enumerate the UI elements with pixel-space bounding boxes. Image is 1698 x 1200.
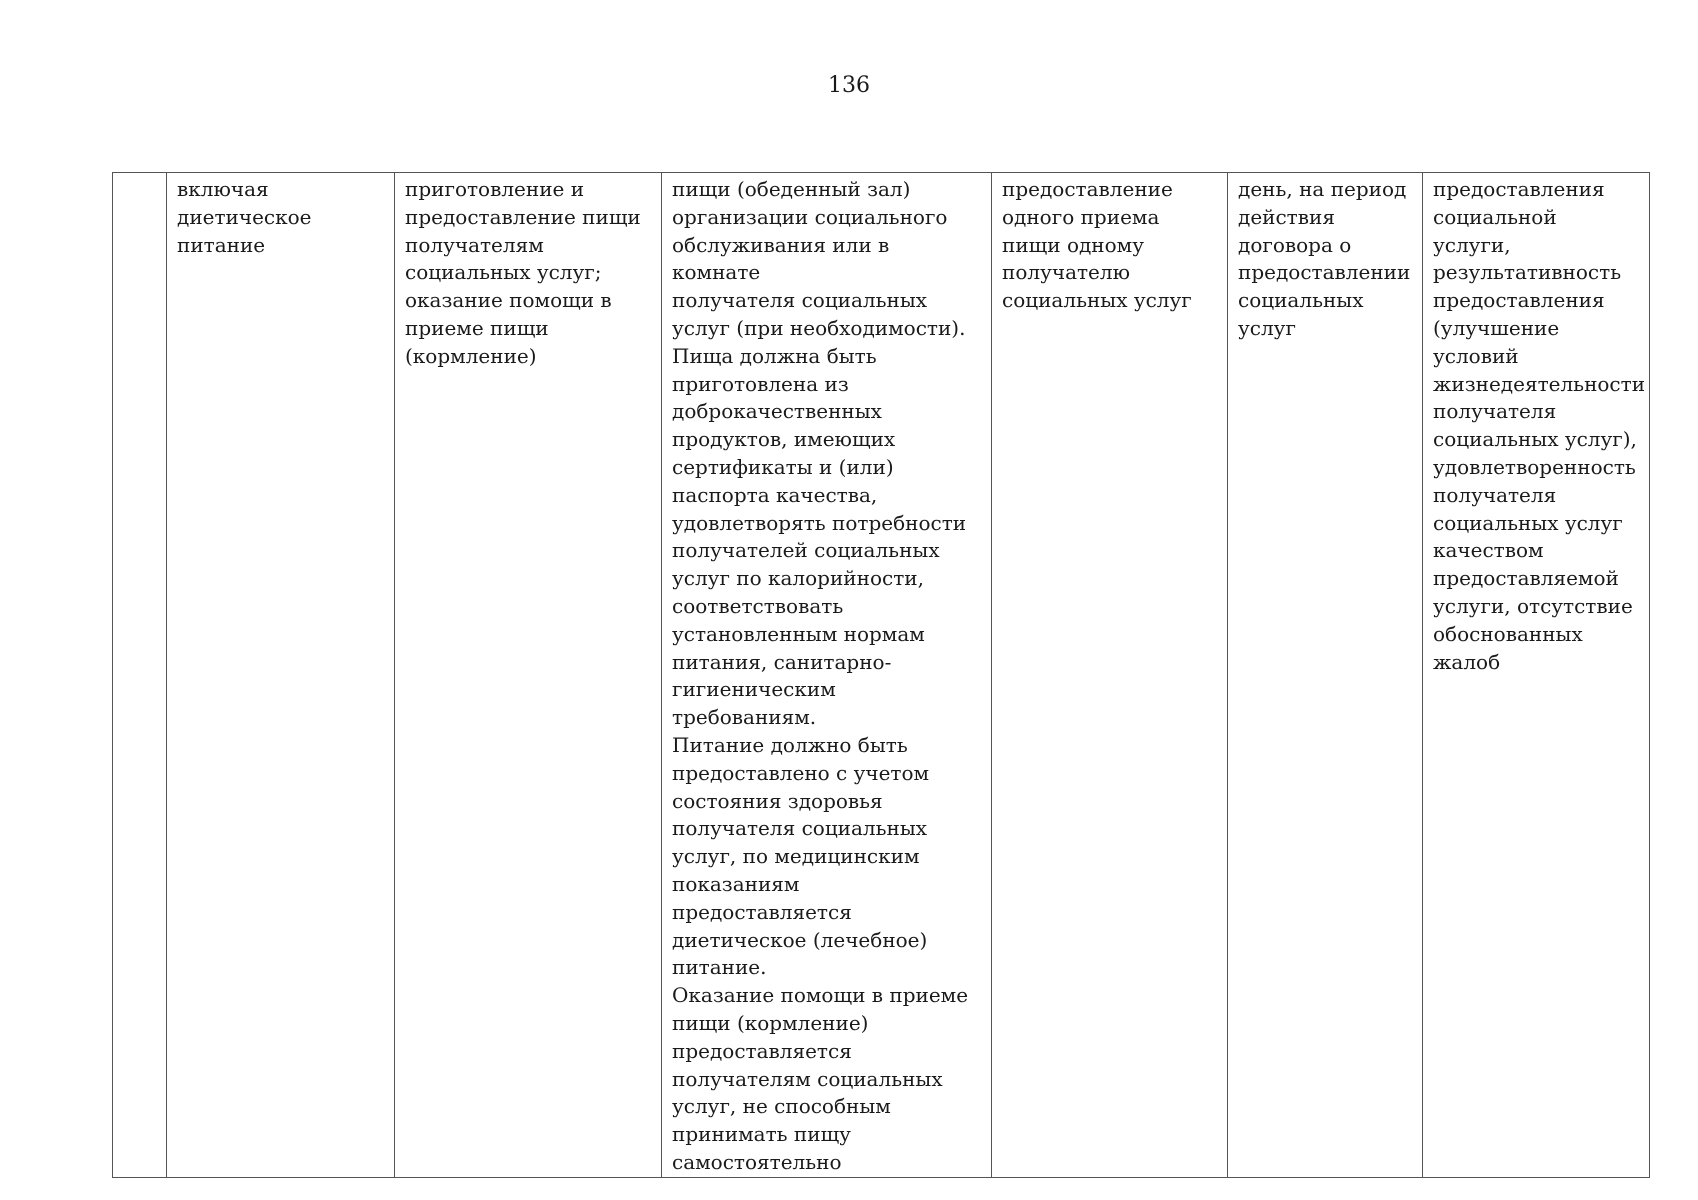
service-quality-cell: предоставления социальной услуги, результативность предоставления (улучшение условий жизнедеятельности получателя социальных услуг), удовлетворенность получателя социальных услуг качеством предоставляемой услуги, отсутствие обоснованных жалоб [1423, 173, 1650, 1178]
services-table [112, 172, 1650, 1178]
service-description-cell: приготовление и предоставление пищи получателям социальных услуг; оказание помощи в приеме пищи (кормление) [395, 173, 662, 1178]
row-number-cell [113, 173, 167, 1178]
table-row [113, 173, 1650, 1178]
service-term-cell: день, на период действия договора о предоставлении социальных услуг [1228, 173, 1423, 1178]
service-standard-cell: пищи (обеденный зал) организации социального обслуживания или в комнате получателя социальных услуг (при необходимости). Пища должна быть приготовлена из доброкачественных продуктов, имеющих сертификаты и (или) паспорта качества, удовлетворять потребности получателей социальных услуг по калорийности, соответствовать установленным нормам питания, санитарно- гигиеническим требованиям. Питание должно быть предоставлено с учетом состояния здоровья получателя социальных услуг, по медицинским показаниям предоставляется диетическое (лечебное) питание. Оказание помощи в приеме пищи (кормление) предоставляется получателям социальных услуг, не способным принимать пищу самостоятельно [662, 173, 992, 1178]
service-name-cell: включая диетическое питание [167, 173, 395, 1178]
page-number: 136 [828, 73, 870, 98]
service-unit-cell: предоставление одного приема пищи одному получателю социальных услуг [992, 173, 1228, 1178]
